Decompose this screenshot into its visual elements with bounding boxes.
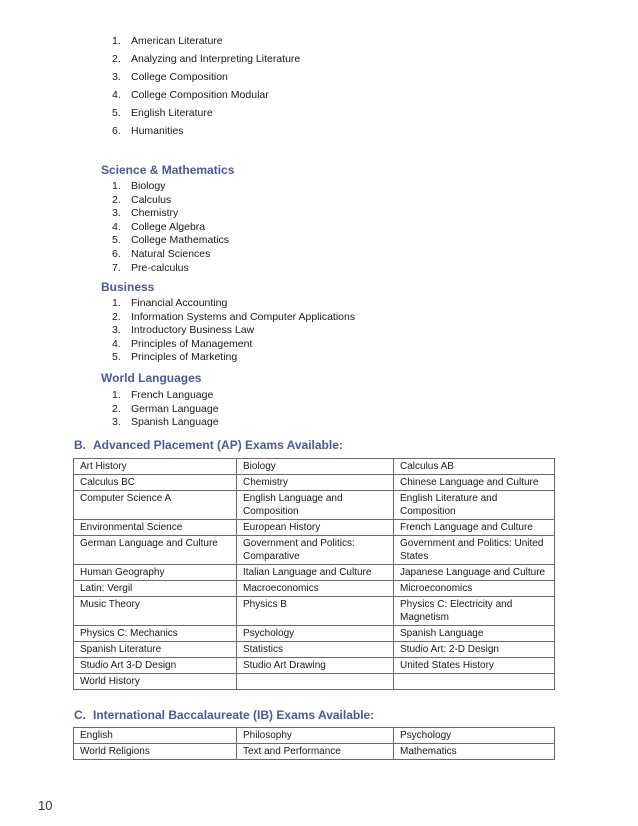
table-cell: Studio Art Drawing (237, 658, 394, 674)
list-item-number: 6. (112, 247, 121, 260)
table-cell: Japanese Language and Culture (394, 565, 555, 581)
list-item-number: 2. (112, 402, 121, 415)
list-item (112, 234, 229, 248)
table-row (74, 626, 555, 642)
list-item (112, 416, 219, 430)
list-item-text: German Language (131, 402, 219, 415)
ib-exams-table (73, 727, 555, 760)
list-item-number: 6. (112, 125, 121, 137)
table-cell: Italian Language and Culture (237, 565, 394, 581)
list-item-number: 1. (112, 297, 121, 309)
table-cell: Calculus AB (394, 459, 555, 475)
table-cell: French Language and Culture (394, 520, 555, 536)
table-cell: Studio Art: 2-D Design (394, 642, 555, 658)
table-row (74, 674, 555, 690)
table-cell: World History (74, 674, 237, 690)
list-item (112, 207, 229, 221)
table-cell: European History (237, 520, 394, 536)
list-item (112, 221, 229, 235)
list-item-number: 7. (112, 261, 121, 274)
table-row (74, 642, 555, 658)
table-cell: English Language and Composition (237, 491, 394, 520)
list-item-text: College Mathematics (131, 234, 230, 247)
ib-section-title (74, 708, 374, 722)
list-item (112, 248, 229, 262)
table-cell: Macroeconomics (237, 581, 394, 597)
list-item-number: 5. (112, 351, 121, 364)
list-item-number: 3. (112, 207, 121, 220)
table-cell (394, 674, 555, 690)
ap-section-letter: B. (74, 438, 86, 452)
table-cell: Biology (237, 459, 394, 475)
list-item (112, 389, 219, 403)
table-cell: Microeconomics (394, 581, 555, 597)
list-item-text: Introductory Business Law (131, 324, 255, 337)
list-item-text: Humanities (131, 125, 184, 137)
list-item-number: 5. (112, 107, 121, 119)
list-item-text: American Literature (131, 35, 223, 47)
table-cell: Human Geography (74, 565, 237, 581)
list-item (112, 297, 355, 311)
list-item-text: Principles of Management (131, 337, 253, 350)
table-cell: Psychology (394, 728, 555, 744)
list-item-number: 3. (112, 416, 121, 429)
ap-exams-table (73, 458, 555, 690)
business-exam-list (112, 297, 355, 365)
table-cell (237, 674, 394, 690)
table-cell: Environmental Science (74, 520, 237, 536)
list-item (112, 180, 229, 194)
table-cell: Physics B (237, 597, 394, 626)
table-cell: Statistics (237, 642, 394, 658)
table-cell: Government and Politics: Comparative (237, 536, 394, 565)
list-item-text: Financial Accounting (131, 297, 228, 309)
table-cell: Spanish Literature (74, 642, 237, 658)
table-row (74, 728, 555, 744)
table-row (74, 475, 555, 491)
table-cell: World Religions (74, 744, 237, 760)
table-cell: English (74, 728, 237, 744)
list-item-number: 2. (112, 53, 121, 65)
list-item (112, 351, 355, 365)
ib-section-text: International Baccalaureate (IB) Exams Available: (93, 708, 375, 722)
table-row (74, 520, 555, 536)
table-row (74, 491, 555, 520)
list-item-text: French Language (131, 389, 214, 401)
list-item (112, 311, 355, 325)
list-item-text: Biology (131, 180, 166, 192)
ib-section-letter: C. (74, 708, 86, 722)
table-row (74, 597, 555, 626)
list-item-number: 1. (112, 389, 121, 401)
table-cell: Government and Politics: United States (394, 536, 555, 565)
table-cell: Physics C: Electricity and Magnetism (394, 597, 555, 626)
table-row (74, 536, 555, 565)
list-item-text: Principles of Marketing (131, 351, 238, 364)
table-cell: Latin: Vergil (74, 581, 237, 597)
table-cell: Art History (74, 459, 237, 475)
table-cell: Philosophy (237, 728, 394, 744)
list-item-text: Analyzing and Interpreting Literature (131, 53, 301, 65)
science-exam-list (112, 180, 229, 275)
table-cell: English Literature and Composition (394, 491, 555, 520)
table-row (74, 658, 555, 674)
table-cell: Psychology (237, 626, 394, 642)
list-item-text: Pre-calculus (131, 261, 189, 274)
list-item-text: Calculus (131, 193, 172, 206)
table-cell: Spanish Language (394, 626, 555, 642)
list-item (112, 68, 300, 86)
literature-exam-list (112, 32, 300, 140)
list-item (112, 86, 300, 104)
list-item-number: 4. (112, 89, 121, 101)
list-item-text: Information Systems and Computer Applications (131, 310, 356, 323)
list-item (112, 403, 219, 417)
table-cell: Calculus BC (74, 475, 237, 491)
list-item-text: College Composition (131, 71, 228, 83)
page-number: 10 (38, 798, 53, 813)
table-cell: Physics C: Mechanics (74, 626, 237, 642)
table-cell: United States History (394, 658, 555, 674)
list-item-number: 1. (112, 180, 121, 192)
list-item (112, 194, 229, 208)
list-item-number: 2. (112, 310, 121, 323)
table-cell: Text and Performance (237, 744, 394, 760)
list-item-text: Natural Sciences (131, 247, 211, 260)
table-cell: German Language and Culture (74, 536, 237, 565)
table-cell: Computer Science A (74, 491, 237, 520)
list-item (112, 32, 300, 50)
list-item-number: 4. (112, 220, 121, 233)
list-item-number: 3. (112, 71, 121, 83)
world-languages-heading: World Languages (101, 371, 202, 385)
list-item-text: College Composition Modular (131, 89, 269, 101)
list-item (112, 104, 300, 122)
table-cell: Music Theory (74, 597, 237, 626)
list-item-number: 4. (112, 337, 121, 350)
list-item-text: Spanish Language (131, 416, 219, 429)
table-cell: Chinese Language and Culture (394, 475, 555, 491)
science-mathematics-heading: Science & Mathematics (101, 163, 235, 177)
business-heading: Business (101, 280, 155, 294)
list-item-number: 1. (112, 35, 121, 47)
table-cell: Studio Art 3-D Design (74, 658, 237, 674)
languages-exam-list (112, 389, 219, 430)
table-row (74, 565, 555, 581)
list-item-number: 2. (112, 193, 121, 206)
list-item-text: English Literature (131, 107, 213, 119)
list-item (112, 338, 355, 352)
table-row (74, 459, 555, 475)
list-item-number: 3. (112, 324, 121, 337)
table-cell: Chemistry (237, 475, 394, 491)
list-item-text: College Algebra (131, 220, 206, 233)
ap-section-title (74, 438, 343, 452)
ap-section-text: Advanced Placement (AP) Exams Available: (93, 438, 343, 452)
table-cell: Mathematics (394, 744, 555, 760)
list-item-number: 5. (112, 234, 121, 247)
list-item (112, 324, 355, 338)
list-item (112, 122, 300, 140)
table-row (74, 581, 555, 597)
list-item (112, 262, 229, 276)
table-row (74, 744, 555, 760)
list-item (112, 50, 300, 68)
list-item-text: Chemistry (131, 207, 179, 220)
